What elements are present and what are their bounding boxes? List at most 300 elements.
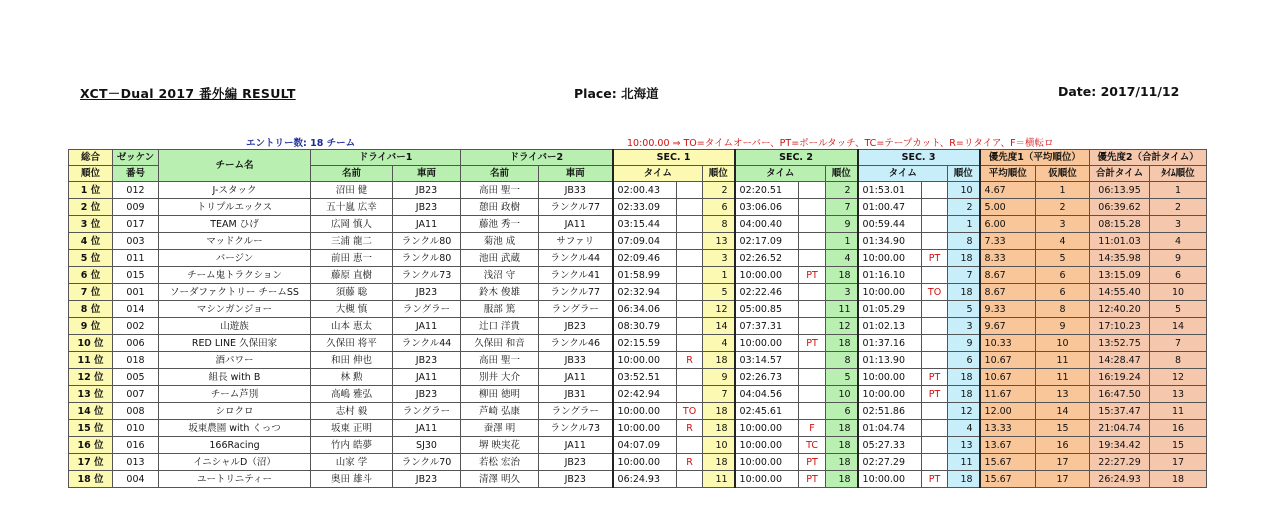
sec3-time-cell: 01:13.90 [858,352,922,369]
avg-rank-cell: 5.00 [980,199,1036,216]
driver1-name-cell: 坂東 正明 [311,420,393,437]
sec1-time-cell: 06:24.93 [613,471,677,488]
time-rank-cell: 5 [1150,301,1207,318]
sec1-rank-cell: 12 [703,301,735,318]
sec3-flag-cell: PT [922,386,948,403]
time-rank-cell: 2 [1150,199,1207,216]
prov-rank-cell: 14 [1036,403,1090,420]
overall-rank-cell: 1 位 [69,182,113,199]
driver1-vehicle-cell: JB23 [393,386,461,403]
sec1-flag-cell [677,250,703,267]
avg-rank-cell: 12.00 [980,403,1036,420]
sec2-flag-cell [799,352,826,369]
col-d1-name: 名前 [311,166,393,182]
time-rank-cell: 8 [1150,352,1207,369]
sec1-time-cell: 07:09.04 [613,233,677,250]
total-time-cell: 26:24.93 [1090,471,1150,488]
avg-rank-cell: 7.33 [980,233,1036,250]
driver1-name-cell: 志村 毅 [311,403,393,420]
prov-rank-cell: 11 [1036,369,1090,386]
sec1-rank-cell: 3 [703,250,735,267]
sec3-rank-cell: 3 [948,318,980,335]
page-title: XCT－Dual 2017 番外編 RESULT [80,86,296,101]
sec2-flag-cell: PT [799,454,826,471]
sec2-time-cell: 03:14.57 [735,352,799,369]
sec1-time-cell: 02:42.94 [613,386,677,403]
event-date: Date: 2017/11/12 [1058,84,1180,99]
table-row [69,199,1207,216]
col-zekken-sub: 番号 [113,166,159,182]
driver2-name-cell: 菊池 成 [461,233,539,250]
table-row [69,437,1207,454]
driver1-name-cell: 奥田 雄斗 [311,471,393,488]
sec2-time-cell: 10:00.00 [735,267,799,284]
sec2-rank-cell: 18 [826,437,858,454]
overall-rank-cell: 3 位 [69,216,113,233]
sec3-time-cell: 01:05.29 [858,301,922,318]
time-rank-cell: 1 [1150,182,1207,199]
zekken-cell: 002 [113,318,159,335]
table-row [69,182,1207,199]
driver1-name-cell: 竹内 皓夢 [311,437,393,454]
sec3-rank-cell: 18 [948,250,980,267]
driver1-vehicle-cell: ランクル70 [393,454,461,471]
time-rank-cell: 18 [1150,471,1207,488]
table-row [69,267,1207,284]
driver2-vehicle-cell: JB23 [539,454,613,471]
overall-rank-cell: 2 位 [69,199,113,216]
sec2-flag-cell [799,182,826,199]
sec3-time-cell: 10:00.00 [858,386,922,403]
driver2-vehicle-cell: JB31 [539,386,613,403]
sec3-time-cell: 01:00.47 [858,199,922,216]
col-priority2: 優先度2（合計タイム） [1090,150,1207,166]
sec3-flag-cell: TO [922,284,948,301]
col-total-time: 合計タイム [1090,166,1150,182]
sec2-time-cell: 02:26.52 [735,250,799,267]
sec3-flag-cell: PT [922,471,948,488]
sec2-flag-cell [799,369,826,386]
driver1-name-cell: 高嶋 雅弘 [311,386,393,403]
driver1-vehicle-cell: ランクル73 [393,267,461,284]
sec2-rank-cell: 4 [826,250,858,267]
table-row [69,335,1207,352]
driver2-name-cell: 高田 聖一 [461,352,539,369]
sec2-rank-cell: 18 [826,420,858,437]
sec3-flag-cell [922,182,948,199]
sec3-flag-cell [922,199,948,216]
driver1-name-cell: 山家 学 [311,454,393,471]
sec2-flag-cell [799,216,826,233]
time-rank-cell: 15 [1150,437,1207,454]
sec1-flag-cell [677,335,703,352]
driver1-vehicle-cell: JA11 [393,420,461,437]
sec3-flag-cell [922,437,948,454]
sec2-time-cell: 03:06.06 [735,199,799,216]
time-rank-cell: 17 [1150,454,1207,471]
col-sec2-rank: 順位 [826,166,858,182]
driver2-vehicle-cell: ランクル77 [539,284,613,301]
sec2-flag-cell: PT [799,267,826,284]
sec1-flag-cell [677,199,703,216]
avg-rank-cell: 9.67 [980,318,1036,335]
driver1-vehicle-cell: ランクル80 [393,233,461,250]
driver2-vehicle-cell: JB23 [539,471,613,488]
sec3-time-cell: 00:59.44 [858,216,922,233]
sec1-rank-cell: 11 [703,471,735,488]
sec3-time-cell: 10:00.00 [858,471,922,488]
overall-rank-cell: 8 位 [69,301,113,318]
sec3-flag-cell [922,454,948,471]
sec2-time-cell: 02:45.61 [735,403,799,420]
total-time-cell: 11:01.03 [1090,233,1150,250]
driver2-vehicle-cell: JA11 [539,216,613,233]
overall-rank-cell: 16 位 [69,437,113,454]
time-rank-cell: 9 [1150,250,1207,267]
avg-rank-cell: 10.67 [980,369,1036,386]
sec1-time-cell: 01:58.99 [613,267,677,284]
total-time-cell: 12:40.20 [1090,301,1150,318]
team-name-cell: トリプルエックス [159,199,311,216]
driver2-name-cell: 高田 聖一 [461,182,539,199]
sec1-time-cell: 10:00.00 [613,454,677,471]
col-driver1: ドライバー1 [311,150,461,166]
sec2-time-cell: 04:00.40 [735,216,799,233]
sec2-rank-cell: 2 [826,182,858,199]
col-prov-rank: 仮順位 [1036,166,1090,182]
sec3-flag-cell: PT [922,369,948,386]
sec1-flag-cell [677,216,703,233]
sec3-time-cell: 05:27.33 [858,437,922,454]
time-rank-cell: 12 [1150,369,1207,386]
results-table [68,149,1207,488]
sec1-time-cell: 02:09.46 [613,250,677,267]
driver2-name-cell: 久保田 和音 [461,335,539,352]
sec3-time-cell: 01:04.74 [858,420,922,437]
prov-rank-cell: 15 [1036,420,1090,437]
total-time-cell: 17:10.23 [1090,318,1150,335]
col-d2-name: 名前 [461,166,539,182]
sec2-time-cell: 10:00.00 [735,335,799,352]
sec3-time-cell: 10:00.00 [858,250,922,267]
time-rank-cell: 3 [1150,216,1207,233]
sec3-time-cell: 10:00.00 [858,369,922,386]
team-name-cell: チーム鬼トラクション [159,267,311,284]
driver1-name-cell: 三浦 龍二 [311,233,393,250]
prov-rank-cell: 6 [1036,267,1090,284]
sec1-flag-cell [677,318,703,335]
overall-rank-cell: 7 位 [69,284,113,301]
driver2-name-cell: 堺 映実花 [461,437,539,454]
sec2-flag-cell [799,284,826,301]
time-rank-cell: 13 [1150,386,1207,403]
driver2-vehicle-cell: サファリ [539,233,613,250]
sec3-flag-cell [922,216,948,233]
sec1-flag-cell [677,267,703,284]
zekken-cell: 006 [113,335,159,352]
time-rank-cell: 7 [1150,335,1207,352]
total-time-cell: 14:28.47 [1090,352,1150,369]
team-name-cell: ユートリニティー [159,471,311,488]
sec1-time-cell: 02:00.43 [613,182,677,199]
table-row [69,386,1207,403]
driver1-vehicle-cell: JA11 [393,216,461,233]
sec3-rank-cell: 5 [948,301,980,318]
sec1-rank-cell: 14 [703,318,735,335]
overall-rank-cell: 18 位 [69,471,113,488]
sec3-rank-cell: 1 [948,216,980,233]
sec3-flag-cell [922,301,948,318]
col-sec2-time: タイム [735,166,826,182]
sec1-rank-cell: 7 [703,386,735,403]
driver1-vehicle-cell: ランクル44 [393,335,461,352]
team-name-cell: J-スタック [159,182,311,199]
sec1-rank-cell: 10 [703,437,735,454]
sec2-time-cell: 10:00.00 [735,420,799,437]
table-row [69,352,1207,369]
event-place: Place: 北海道 [574,86,659,101]
table-row [69,403,1207,420]
sec3-rank-cell: 12 [948,403,980,420]
driver1-name-cell: 和田 伸也 [311,352,393,369]
sec3-time-cell: 01:34.90 [858,233,922,250]
sec2-time-cell: 10:00.00 [735,471,799,488]
prov-rank-cell: 8 [1036,301,1090,318]
col-sec3: SEC. 3 [858,150,980,166]
time-rank-cell: 14 [1150,318,1207,335]
driver2-vehicle-cell: ランクル44 [539,250,613,267]
sec1-rank-cell: 18 [703,352,735,369]
sec2-flag-cell: TC [799,437,826,454]
col-avg-rank: 平均順位 [980,166,1036,182]
sec1-rank-cell: 5 [703,284,735,301]
overall-rank-cell: 9 位 [69,318,113,335]
table-row [69,318,1207,335]
col-sec3-rank: 順位 [948,166,980,182]
prov-rank-cell: 10 [1036,335,1090,352]
driver2-vehicle-cell: ランクル46 [539,335,613,352]
sec3-rank-cell: 18 [948,386,980,403]
overall-rank-cell: 10 位 [69,335,113,352]
zekken-cell: 001 [113,284,159,301]
sec2-rank-cell: 18 [826,454,858,471]
driver1-vehicle-cell: JB23 [393,352,461,369]
total-time-cell: 13:52.75 [1090,335,1150,352]
overall-rank-cell: 12 位 [69,369,113,386]
prov-rank-cell: 2 [1036,199,1090,216]
driver2-vehicle-cell: JB33 [539,182,613,199]
total-time-cell: 14:55.40 [1090,284,1150,301]
sec2-rank-cell: 9 [826,216,858,233]
avg-rank-cell: 13.33 [980,420,1036,437]
sec3-flag-cell [922,420,948,437]
driver2-vehicle-cell: JA11 [539,437,613,454]
avg-rank-cell: 6.00 [980,216,1036,233]
overall-rank-cell: 17 位 [69,454,113,471]
col-d2-vehicle: 車両 [539,166,613,182]
sec1-rank-cell: 6 [703,199,735,216]
driver1-name-cell: 広岡 慎人 [311,216,393,233]
sec2-flag-cell [799,199,826,216]
table-row [69,233,1207,250]
sec3-time-cell: 01:02.13 [858,318,922,335]
team-name-cell: イニシャルD（沼） [159,454,311,471]
sec1-rank-cell: 2 [703,182,735,199]
avg-rank-cell: 8.33 [980,250,1036,267]
driver2-name-cell: 池田 武蔵 [461,250,539,267]
total-time-cell: 06:13.95 [1090,182,1150,199]
sec1-flag-cell [677,233,703,250]
sec1-rank-cell: 18 [703,403,735,420]
time-rank-cell: 16 [1150,420,1207,437]
sec1-flag-cell [677,386,703,403]
sec2-time-cell: 05:00.85 [735,301,799,318]
zekken-cell: 011 [113,250,159,267]
sec3-rank-cell: 18 [948,471,980,488]
sec2-flag-cell: PT [799,335,826,352]
driver1-vehicle-cell: JA11 [393,318,461,335]
zekken-cell: 013 [113,454,159,471]
zekken-cell: 007 [113,386,159,403]
driver2-name-cell: 藤池 秀一 [461,216,539,233]
sec2-time-cell: 04:04.56 [735,386,799,403]
driver1-vehicle-cell: SJ30 [393,437,461,454]
driver1-vehicle-cell: JB23 [393,284,461,301]
sec3-rank-cell: 6 [948,352,980,369]
table-row [69,216,1207,233]
sec3-rank-cell: 2 [948,199,980,216]
sec1-rank-cell: 18 [703,454,735,471]
sec1-flag-cell [677,369,703,386]
team-name-cell: 坂東農園 with くっつ [159,420,311,437]
sec1-rank-cell: 13 [703,233,735,250]
avg-rank-cell: 10.67 [980,352,1036,369]
sec3-rank-cell: 13 [948,437,980,454]
driver2-vehicle-cell: ランクル41 [539,267,613,284]
prov-rank-cell: 17 [1036,454,1090,471]
sec1-time-cell: 06:34.06 [613,301,677,318]
zekken-cell: 014 [113,301,159,318]
avg-rank-cell: 15.67 [980,454,1036,471]
col-time-rank: ﾀｲﾑ順位 [1150,166,1207,182]
sec2-rank-cell: 18 [826,267,858,284]
sec1-time-cell: 03:15.44 [613,216,677,233]
driver1-vehicle-cell: JB23 [393,471,461,488]
driver1-vehicle-cell: JA11 [393,369,461,386]
col-overall: 総合 [69,150,113,166]
table-row [69,420,1207,437]
sec3-time-cell: 01:37.16 [858,335,922,352]
sec1-time-cell: 02:15.59 [613,335,677,352]
sec2-flag-cell [799,403,826,420]
col-zekken: ゼッケン [113,150,159,166]
driver2-name-cell: 柳田 徳明 [461,386,539,403]
sec3-rank-cell: 8 [948,233,980,250]
sec2-time-cell: 10:00.00 [735,454,799,471]
avg-rank-cell: 4.67 [980,182,1036,199]
sec2-time-cell: 10:00.00 [735,437,799,454]
sec3-rank-cell: 18 [948,369,980,386]
table-body [69,182,1207,488]
sec2-time-cell: 02:22.46 [735,284,799,301]
driver1-vehicle-cell: ランクル80 [393,250,461,267]
col-sec3-time: タイム [858,166,948,182]
prov-rank-cell: 11 [1036,352,1090,369]
avg-rank-cell: 8.67 [980,267,1036,284]
driver1-name-cell: 久保田 将平 [311,335,393,352]
zekken-cell: 009 [113,199,159,216]
total-time-cell: 16:47.50 [1090,386,1150,403]
team-name-cell: シロクロ [159,403,311,420]
driver2-vehicle-cell: JB23 [539,318,613,335]
total-time-cell: 21:04.74 [1090,420,1150,437]
sec1-time-cell: 10:00.00 [613,403,677,420]
table-row [69,284,1207,301]
total-time-cell: 13:15.09 [1090,267,1150,284]
sec1-time-cell: 10:00.00 [613,420,677,437]
entry-count: エントリー数: 18 チーム [246,138,356,149]
sec3-flag-cell [922,267,948,284]
overall-rank-cell: 13 位 [69,386,113,403]
driver1-name-cell: 林 勲 [311,369,393,386]
col-overall-sub: 順位 [69,166,113,182]
sec1-flag-cell [677,182,703,199]
team-name-cell: バージン [159,250,311,267]
sec2-rank-cell: 6 [826,403,858,420]
zekken-cell: 016 [113,437,159,454]
driver1-vehicle-cell: JB23 [393,182,461,199]
sec3-flag-cell [922,335,948,352]
driver1-name-cell: 須藤 聡 [311,284,393,301]
prov-rank-cell: 16 [1036,437,1090,454]
overall-rank-cell: 4 位 [69,233,113,250]
col-sec2: SEC. 2 [735,150,858,166]
sec1-time-cell: 08:30.79 [613,318,677,335]
team-name-cell: マシンガンジョー [159,301,311,318]
sec3-flag-cell [922,318,948,335]
sec3-time-cell: 01:53.01 [858,182,922,199]
total-time-cell: 22:27.29 [1090,454,1150,471]
driver2-vehicle-cell: ランクル77 [539,199,613,216]
col-sec1-time: タイム [613,166,703,182]
driver1-name-cell: 藤原 直樹 [311,267,393,284]
total-time-cell: 14:35.98 [1090,250,1150,267]
sec2-rank-cell: 18 [826,335,858,352]
driver2-name-cell: 蚕澤 明 [461,420,539,437]
total-time-cell: 06:39.62 [1090,199,1150,216]
sec3-rank-cell: 11 [948,454,980,471]
sec3-flag-cell: PT [922,250,948,267]
sec2-time-cell: 02:17.09 [735,233,799,250]
sec1-flag-cell [677,471,703,488]
driver1-name-cell: 五十嵐 広幸 [311,199,393,216]
sec2-rank-cell: 3 [826,284,858,301]
zekken-cell: 003 [113,233,159,250]
avg-rank-cell: 15.67 [980,471,1036,488]
penalty-legend: 10:00.00 ⇒ TO=タイムオーバー、PT=ポールタッチ、TC=テープカット、R=リタイア、F＝横転ロ [627,138,1054,149]
zekken-cell: 017 [113,216,159,233]
table-row [69,369,1207,386]
sec1-time-cell: 03:52.51 [613,369,677,386]
sec3-time-cell: 01:16.10 [858,267,922,284]
driver2-name-cell: 芦崎 弘康 [461,403,539,420]
sec2-flag-cell [799,233,826,250]
prov-rank-cell: 6 [1036,284,1090,301]
driver2-name-cell: 辻口 洋貴 [461,318,539,335]
sec2-rank-cell: 12 [826,318,858,335]
prov-rank-cell: 5 [1036,250,1090,267]
sec1-rank-cell: 18 [703,420,735,437]
